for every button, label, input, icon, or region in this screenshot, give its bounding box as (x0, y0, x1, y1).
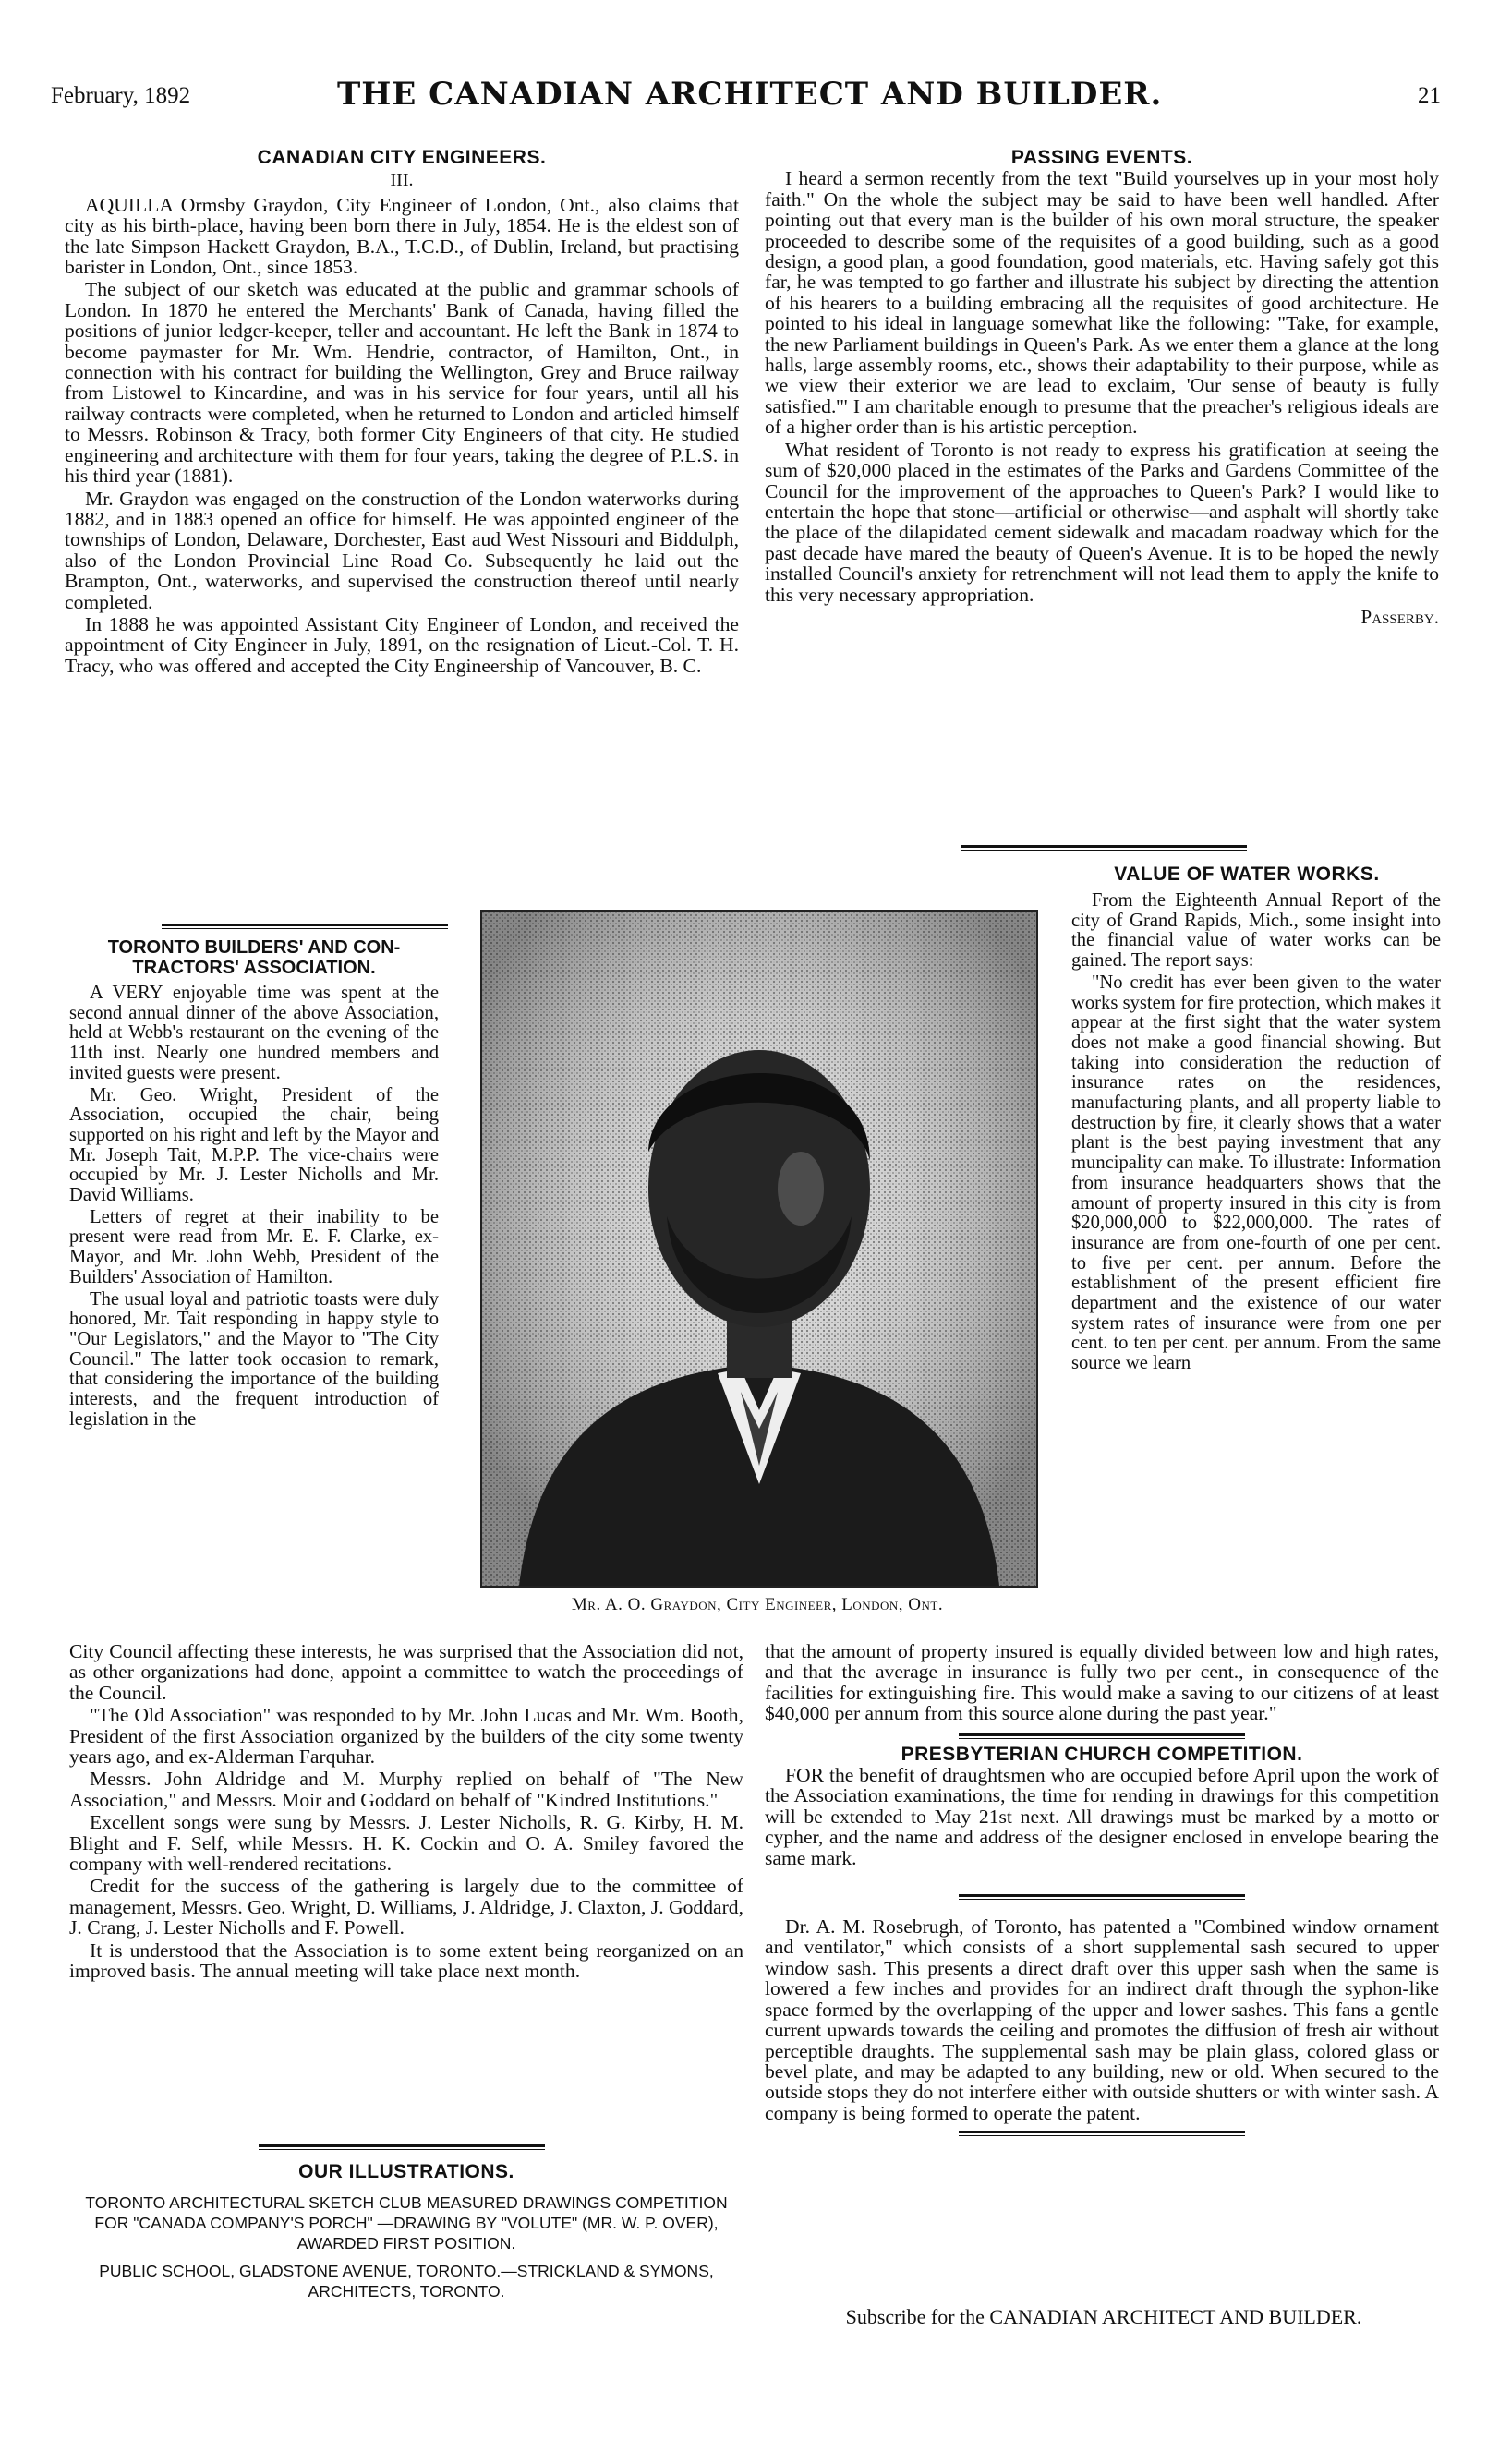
engineers-paragraph: In 1888 he was appointed Assistant City Engineer of London, and received the appointment of City Engineer in July, 1891, on the resignation of Lieut.-Col. T. H. Tracy, who was offered and accepted the City Engineership of Vancouver, B. C. (65, 612, 739, 677)
presbyterian-paragraph: FOR the benefit of draughtsmen who are occupied before April upon the work of the Association examinations, the time for rending in drawings for this competition will be extended to May 21st next. All drawings must be marked by a motto or cypher, and the name and address of the designer enclosed in envelope bearing the same mark. (765, 1764, 1439, 1869)
issue-date: February, 1892 (51, 83, 191, 108)
engineers-paragraph: The subject of our sketch was educated at the public and grammar schools of London. In 1870 he entered the Merchants' Bank of Canada, having filled the positions of junior ledger-keeper, teller and accountant. He left the Bank in 1874 to become paymaster for Mr. Wm. Hendrie, contractor, of Hamilton, Ont., in connection with his contract for building the Wellington, Grey and Bruce railway from Listowel to Kincardine, and was in his service for four years, until all his railway contracts were completed, when he returned to London and articled himself to Messrs. Robinson & Tracy, both former City Engineers of that city. He studied engineering and architecture with them for four years, taking the degree of P.L.S. in his third year (1881). (65, 278, 739, 488)
engineers-heading: CANADIAN CITY ENGINEERS. (257, 147, 547, 168)
builders-paragraph: City Council affecting these interests, he was surprised that the Association did not, as other organizations had done, appoint a committee to watch the proceedings of the Council. (69, 1640, 744, 1704)
builders-heading-line2: TRACTORS' ASSOCIATION. (132, 958, 376, 978)
journal-title: THE CANADIAN ARCHITECT AND BUILDER. (337, 76, 1163, 113)
page-number: 21 (1418, 83, 1441, 108)
running-head (51, 76, 1441, 118)
builders-paragraph: Excellent songs were sung by Messrs. J. Lester Nicholls, R. G. Kirby, H. M. Blight and F. Self, while Messrs. H. K. Cockin and O. A. Smiley favored the company with well-rendered recitations. (69, 1811, 744, 1876)
divider (259, 2144, 545, 2150)
builders-heading-line1: TORONTO BUILDERS' AND CON- (107, 937, 401, 958)
right-column-lower (765, 1641, 1439, 2136)
illustrations-section (69, 2161, 744, 2301)
builders-article (69, 937, 439, 1431)
subscribe-notice: Subscribe for the CANADIAN ARCHITECT AND BUILDER. (845, 2305, 1362, 2328)
builders-paragraph: A VERY enjoyable time was spent at the second annual dinner of the above Association, held at Webb's restaurant on the evening of the 11th inst. Nearly one hundred members and invited guests were present. (69, 983, 439, 1083)
portrait-photo-graphic (482, 912, 1036, 1586)
water-works-paragraph: that the amount of property insured is equally divided between low and high rates, and that the average in insurance is fully two per cent., in consequence of the facilities for extinguishing fire. This would make a saving to our citizens of at least $40,000 per annum from this source alone during the past year." (765, 1640, 1439, 1725)
builders-paragraph: Messrs. John Aldridge and M. Murphy replied on behalf of "The New Association," and Messrs. Moir and Goddard on behalf of "Kindred Institutions." (69, 1768, 744, 1811)
divider (961, 845, 1247, 851)
passing-events-paragraph: I heard a sermon recently from the text "Build yourselves up in your most holy faith." On the whole the subject may be said to have been well handled. After pointing out that every man is the builder of his own moral structure, the speaker proceeded to describe some of the requisites of a good building, such as a good design, a good plan, a good foundation, good materials, etc. Having safely got this far, he was tempted to go farther and illustrate his subject by directing the attention of his hearers to a building embracing all the requisites of good architecture. He pointed to his ideal in language somewhat like the following: "Take, for example, the new Parliament buildings in Queen's Park. As we enter them a glance at the long halls, large assembly rooms, etc., shows their adaptability to their purpose, while as we view their exterior we are lead to exclaim, 'Our sense of beauty is fully satisfied.'" I am charitable enough to presume that the preacher's religious ideals are of a higher order than is his artistic perception. (765, 167, 1439, 439)
water-works-heading-wrap (1053, 864, 1441, 886)
passing-events-article (765, 148, 1439, 627)
water-works-paragraph: From the Eighteenth Annual Report of the city of Grand Rapids, Mich., some insight into the financial value of water works can be gained. The report says: (1071, 890, 1441, 972)
portrait-photo (480, 910, 1038, 1588)
illustration-item: PUBLIC SCHOOL, GLADSTONE AVENUE, TORONTO.—STRICKLAND & SYMONS, ARCHITECTS, TORONTO. (99, 2262, 714, 2301)
divider (959, 1733, 1245, 1739)
builders-article-continued (69, 1641, 744, 1984)
water-works-heading: VALUE OF WATER WORKS. (1114, 864, 1380, 885)
illustrations-heading: OUR ILLUSTRATIONS. (298, 2161, 514, 2182)
passing-events-paragraph: What resident of Toronto is not ready to express his gratification at seeing the sum of $20,000 placed in the estimates of the Parks and Gardens Committee of the Council for the improvement of the approaches to Queen's Park? I would like to entertain the hope that stone—artificial or otherwise—and asphalt will shortly take the place of the dilapidated cement sidewalk and macadam roadway which for the past decade have mared the beauty of Queen's Avenue. It is to be hoped the newly installed Council's anxiety for retrenchment will not lead them to apply the knife to this very necessary appropriation. (765, 438, 1439, 606)
builders-paragraph: Mr. Geo. Wright, President of the Association, occupied the chair, being supported on his right and left by the Mayor and Mr. Joseph Tait, M.P.P. The vice-chairs were occupied by Mr. J. Lester Nicholls and Mr. David Williams. (69, 1084, 439, 1206)
builders-paragraph: The usual loyal and patriotic toasts were duly honored, Mr. Tait responding in happy style to "Our Legislators," and the Mayor to "The City Council." The latter took occasion to remark, that considering the importance of the building interests, and the frequent introduction of legislation in the (69, 1288, 439, 1430)
presbyterian-heading: PRESBYTERIAN CHURCH COMPETITION. (901, 1743, 1303, 1765)
engineers-paragraph: AQUILLA Ormsby Graydon, City Engineer of London, Ont., also claims that city as his birth-place, having been born there in July, 1854. He is the eldest son of the late Simpson Hackett Graydon, B.A., T.C.D., of Dublin, Ireland, but practising barister in London, Ont., since 1853. (65, 193, 739, 279)
engineers-article (65, 148, 739, 678)
builders-paragraph: It is understood that the Association is to some extent being reorganized on an improved basis. The annual meeting will take place next month. (69, 1939, 744, 1983)
builders-paragraph: Credit for the success of the gathering is largely due to the committee of management, Messrs. Geo. Wright, D. Williams, J. Aldridge, J. Claxton, J. Goddard, J. Crang, J. Lester Nicholls and F. Powell. (69, 1875, 744, 1939)
passing-events-signature: Passerby. (1360, 605, 1439, 628)
engineers-numeral: III. (390, 170, 414, 191)
water-works-paragraph: "No credit has ever been given to the water works system for fire protection, which makes it appear at the first sight that the water system does not make a good financial showing. But taking into consideration the reduction of insurance rates on the residences, manufacturing plants, and all property liable to destruction by fire, it clearly shows that a water plant is the best paying investment that any muncipality can make. To illustrate: Information from insurance headquarters shows that the amount of property insured in this city is from $20,000,000 to $22,000,000. The rates of insurance are from one-fourth of one per cent. to five per cent. per annum. Before the establishment of the present efficient fire department and the existence of our water system rates of insurance were from one per cent. to ten per cent. per annum. From the same source we learn (1071, 972, 1441, 1374)
illustration-item: TORONTO ARCHITECTURAL SKETCH CLUB MEASURED DRAWINGS COMPETITION FOR "CANADA COMPANY'S PORCH" —DRAWING BY "VOLUTE" (MR. W. P. OVER), AWARDED FIRST POSITION. (85, 2193, 728, 2253)
photo-caption: Mr. A. O. Graydon, City Engineer, London, Ont. (571, 1595, 944, 1614)
water-works-article (1071, 891, 1441, 1376)
divider (959, 2131, 1245, 2136)
builders-paragraph: "The Old Association" was responded to by Mr. John Lucas and Mr. Wm. Booth, President of the first Association organized by the builders of the city some twenty years ago, and ex-Alderman Farquhar. (69, 1704, 744, 1769)
patent-paragraph: Dr. A. M. Rosebrugh, of Toronto, has patented a "Combined window ornament and ventilator," which consists of a short supplemental sash secured to upper window sash. This presents a direct draft over this upper sash when the same is lowered a few inches and provides for an indirect draft through the syphon-like space formed by the overlapping of the upper and lower sashes. This fans a gentle current upwards towards the ceiling and promotes the diffusion of fresh air without perceptible draughts. The supplemental sash may be plain glass, colored glass or bevel plate, and may be adapted to any building, new or old. When secured to the outside stops they do not interfere either with outside shutters or with winter sash. A company is being formed to operate the patent. (765, 1915, 1439, 2124)
engineers-paragraph: Mr. Graydon was engaged on the construction of the London waterworks during 1882, and in 1883 opened an office for himself. He was appointed engineer of the townships of London, Delaware, Dorchester, East aud West Nissouri and Biddulph, also of the London Provincial Line Road Co. Subsequently he laid out the Brampton, Ont., waterworks, and supervised the construction thereof until nearly completed. (65, 487, 739, 613)
builders-paragraph: Letters of regret at their inability to be present were read from Mr. E. F. Clarke, ex-Mayor, and Mr. John Webb, President of the Builders' Association of Hamilton. (69, 1206, 439, 1287)
passing-events-heading: PASSING EVENTS. (1010, 147, 1193, 168)
divider (959, 1894, 1245, 1900)
divider (162, 924, 448, 929)
